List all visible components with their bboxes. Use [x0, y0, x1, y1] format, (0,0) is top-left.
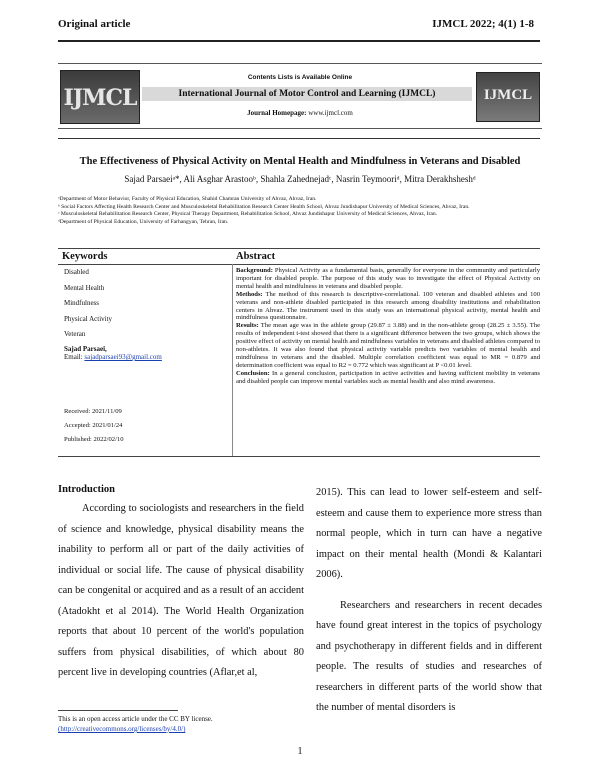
- affiliation-b: ᵇ Social Factors Affecting Health Research Center and Musculoskeletal Rehabilitation Research Center Health School, Ahvaz Jundishapur University of Medical Sciences, Ahvaz, Iran.: [58, 203, 470, 210]
- affiliation-d: ᵈDepartment of Physical Education, University of Farhangyan, Tehran, Iran.: [58, 218, 229, 225]
- abstract-results: [236, 322, 540, 369]
- article-dates: [64, 405, 124, 447]
- affiliation-a: ᵃDepartment of Motor Behavior, Faculty of Physical Education, Shahid Chamran University of Ahvaz, Ahvaz, Iran.: [58, 196, 317, 202]
- abstract-conclusion: [236, 370, 540, 386]
- journal-banner: [58, 63, 542, 129]
- corresponding-author: [64, 345, 162, 361]
- body-column-left: [58, 499, 304, 684]
- article-type: Original article: [58, 18, 131, 30]
- banner-homepage: [58, 109, 542, 117]
- keyword-list: [64, 268, 112, 346]
- keyword-item: Mental Health: [64, 283, 105, 292]
- introduction-heading: Introduction: [58, 484, 115, 495]
- methods-text: The method of this research is descriptive-correlational. 100 veteran and disabled athletes and 100 veterans and non-athlete disabled participated in this research among disability institutions and rehabilitation centers in Ahvaz. The instrument used in this study was an international physical activity, mental health and mindfulness questionnaire.: [236, 290, 541, 322]
- homepage-label: Journal Homepage:: [247, 109, 307, 117]
- header-rule: [58, 40, 540, 42]
- abstract-heading: Abstract: [236, 251, 276, 262]
- abstract-bottom-rule: [58, 456, 540, 457]
- banner-contents-line: Contents Lists is Available Online: [247, 74, 353, 81]
- date-published: Published: 2022/02/10: [64, 436, 124, 443]
- background-label: Background:: [236, 267, 273, 274]
- affiliations-rule: [58, 248, 540, 249]
- license-footnote: [58, 714, 213, 734]
- article-title: The Effectiveness of Physical Activity on Mental Health and Mindfulness in Veterans and Disabled: [79, 156, 521, 167]
- affiliation-c: ᶜ Musculoskeletal Rehabilitation Research Center, Physical Therapy Department, Rehabilitation School, Ahvaz Jundishapur University of Medical Sciences, Ahvaz, Iran.: [58, 211, 438, 218]
- banner-journal-name: International Journal of Motor Control and Learning (IJMCL): [142, 87, 472, 101]
- keyword-item: Physical Activity: [64, 314, 113, 323]
- author-list: Sajad Parsaeiᵃ*, Ali Asghar Arastooᵇ, Shahla Zahednejadᶜ, Nasrin Teymooriᵈ, Mitra Derakhsheshᵈ: [124, 174, 476, 184]
- abstract-background: [236, 267, 540, 291]
- background-text: Physical Activity as a fundamental basis, generally for everyone in the community and particularly important for disabled people. The purpose of this study was to investigate the effect of Physical Activity on mental health and mindfulness in veterans and disabled people.: [236, 267, 540, 290]
- intro-paragraph-1-cont: 2015). This can lead to lower self-esteem and self-esteem and cause them to experience more stress than normal people, which in turn can have a negative impact on their mental health (Mondi & Kalantari 2006).: [316, 487, 542, 580]
- corresponding-email-row: [64, 353, 162, 361]
- email-link[interactable]: sajadparsaei93@gmail.com: [84, 353, 162, 361]
- methods-label: Methods:: [236, 290, 263, 298]
- license-link[interactable]: (http://creativecommons.org/licenses/by/4.0/): [58, 725, 186, 733]
- abstract-methods: [236, 291, 540, 323]
- banner-rule: [58, 138, 540, 139]
- logo-left-text: IJMCL: [63, 85, 137, 111]
- affiliations: [58, 196, 540, 226]
- date-accepted: Accepted: 2021/01/24: [64, 422, 123, 429]
- keyword-item: Mindfulness: [64, 299, 99, 307]
- conclusion-label: Conclusion:: [236, 369, 270, 377]
- journal-logo-right: [476, 72, 540, 122]
- results-label: Results:: [236, 322, 259, 330]
- abstract-body: [236, 267, 540, 386]
- page-number: 1: [297, 746, 303, 757]
- keyword-item: Veteran: [64, 330, 86, 338]
- intro-paragraph-1: According to sociologists and researchers in the field of science and knowledge, physical disability means the inability to perform all or part of the daily activities of individual or social life. The cause of physical disability can be congenital or acquired and as a result of an accident (Atadokht et al 2014). The World Health Organization reports that about 10 percent of the world's population suffers from physical disabilities, of which about 80 percent live in developing countries (Aflar,et al,: [58, 503, 304, 678]
- journal-citation: IJMCL 2022; 4(1) 1-8: [432, 18, 534, 30]
- homepage-url[interactable]: www.ijmcl.com: [308, 109, 353, 117]
- corresponding-name: Sajad Parsaei,: [64, 345, 107, 353]
- column-divider: [232, 264, 233, 456]
- footnote-rule: [58, 710, 178, 711]
- date-received: Received: 2021/11/09: [64, 408, 122, 415]
- section-head-rule: [58, 264, 540, 265]
- keyword-item: Disabled: [64, 268, 89, 276]
- logo-right-text: IJMCL: [483, 87, 533, 103]
- license-text: This is an open access article under the CC BY license.: [58, 715, 213, 723]
- results-text: The mean age was in the athlete group (29.87 ± 3.88) and in the non-athlete group (28.25 ± 3.55). The results of independent t-test showed that there is a significant difference between the two groups, which shows the positive effect of activity on mental health and mindfulness variables in veterans and disabled athletes compared to non-athletes. It was also found that physical activity variable predicts two variables of mental health and mindfulness in veterans and the disabled. Multiple correlation coefficient was equal to MR = 0.879 and determination coefficient was equal to R2 = 0.772 which was significant at P <0.01 level.: [236, 322, 541, 369]
- conclusion-text: In a general conclusion, participation in active activities and having sufficient mobility in veterans and disabled people can improve mental variables such as mental health and also mind awareness.: [236, 369, 540, 385]
- keywords-heading: Keywords: [62, 251, 108, 262]
- body-column-right: [316, 483, 542, 719]
- intro-paragraph-2: Researchers and researchers in recent decades have found great interest in the topics of psychology and psychotherapy in different fields and in different people. The results of studies and researches of researchers in different parts of the world show that the number of mental disorders is: [316, 599, 542, 713]
- email-label: Email:: [64, 353, 83, 361]
